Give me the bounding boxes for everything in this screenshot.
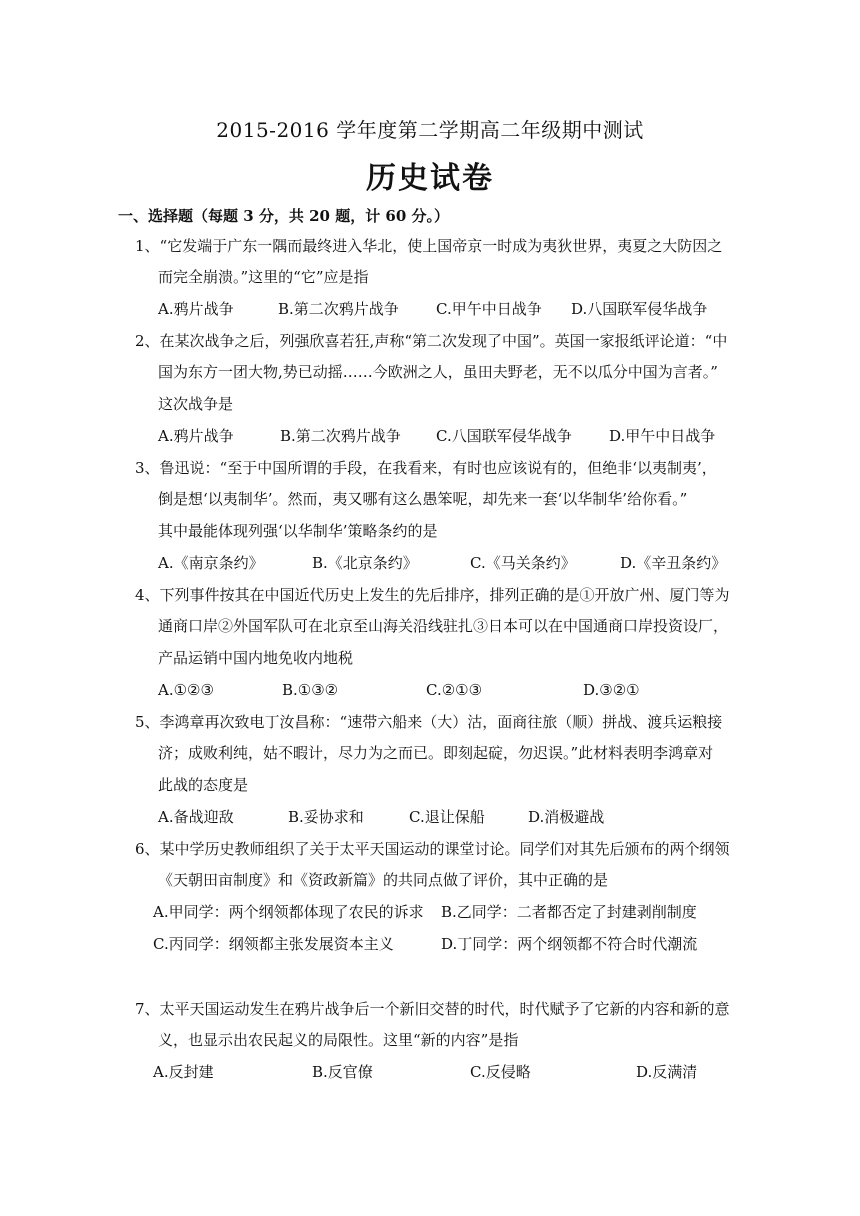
option-b: B.乙同学：二者都否定了封建剥削制度 (441, 903, 697, 921)
option-a: A.甲同学：两个纲领都体现了农民的诉求 (153, 903, 424, 921)
question-text: 5、李鸿章再次致电丁汝昌称：“速带六船来（大）沽，面商往旅（顺）拼战、渡兵运粮接 (135, 713, 723, 731)
question-text: 2、在某次战争之后，列强欣喜若狂,声称“第二次发现了中国”。英国一家报纸评论道：“中 (135, 332, 728, 350)
option-c: C.丙同学：纲领都主张发展资本主义 (153, 935, 394, 953)
option-d: D.甲午中日战争 (609, 427, 716, 445)
option-a: A.反封建 (153, 1063, 214, 1081)
question-text: 国为东方一团大物,势已动摇……今欧洲之人，虽田夫野老，无不以瓜分中国为言者。” (158, 363, 718, 381)
option-a: A.鸦片战争 (158, 300, 234, 318)
question-text: 产品运销中国内地免收内地税 (158, 649, 354, 667)
option-d: D.八国联军侵华战争 (571, 300, 708, 318)
question-text: 其中最能体现列强‘以华制华’策略条约的是 (158, 522, 438, 540)
option-b: B.反官僚 (312, 1063, 373, 1081)
question-text: 1、“它发端于广东一隅而最终进入华北，使上国帝京一时成为夷狄世界，夷夏之大防因之 (135, 237, 723, 255)
option-d: D.《辛丑条约》 (620, 554, 727, 572)
option-b: B.第二次鸦片战争 (280, 427, 401, 445)
option-c: C.②①③ (426, 681, 483, 699)
option-c: C.八国联军侵华战争 (436, 427, 572, 445)
option-a: A.①②③ (158, 681, 214, 699)
question-text: 《天朝田亩制度》和《资政新篇》的共同点做了评价，其中正确的是 (158, 871, 609, 889)
option-c: C.甲午中日战争 (436, 300, 542, 318)
question-text: 4、下列事件按其在中国近代历史上发生的先后排序，排列正确的是①开放广州、厦门等为 (135, 586, 730, 604)
option-d: D.消极避战 (528, 808, 605, 826)
option-a: A.鸦片战争 (158, 427, 234, 445)
option-d: D.丁同学：两个纲领都不符合时代潮流 (441, 935, 698, 953)
option-d: D.反满清 (636, 1063, 698, 1081)
option-a: A.备战迎敌 (158, 808, 234, 826)
option-b: B.《北京条约》 (312, 554, 418, 572)
section-heading: 一、选择题（每题 3 分，共 20 题，计 60 分。） (118, 207, 450, 225)
question-text: 而完全崩溃。”这里的“它”应是指 (158, 268, 369, 286)
question-text: 7、太平天国运动发生在鸦片战争后一个新旧交替的时代，时代赋予了它新的内容和新的意 (135, 1000, 730, 1018)
option-a: A.《南京条约》 (158, 554, 264, 572)
question-text: 此战的态度是 (158, 776, 249, 794)
question-text: 3、鲁迅说：“至于中国所谓的手段，在我看来，有时也应该说有的，但绝非‘以夷制夷’， (135, 459, 717, 477)
exam-subtitle: 2015-2016 学年度第二学期高二年级期中测试 (216, 118, 644, 142)
question-text: 这次战争是 (158, 395, 234, 413)
exam-title: 历史试卷 (366, 161, 494, 196)
question-text: 济；成败利纯，姑不暇计，尽力为之而已。即刻起碇，勿迟误。”此材料表明李鸿章对 (158, 744, 714, 762)
question-text: 倒是想‘以夷制华’。然而，夷又哪有这么愚笨呢，却先来一套‘以华制华’给你看。” (158, 490, 688, 508)
question-text: 通商口岸②外国军队可在北京至山海关沿线驻扎③日本可以在中国通商口岸投资设厂， (158, 617, 729, 635)
option-b: B.第二次鸦片战争 (278, 300, 399, 318)
option-c: C.《马关条约》 (470, 554, 576, 572)
option-d: D.③②① (583, 681, 640, 699)
option-c: C.反侵略 (470, 1063, 531, 1081)
question-text: 义，也显示出农民起义的局限性。这里“新的内容”是指 (158, 1031, 519, 1049)
option-b: B.妥协求和 (288, 808, 364, 826)
option-c: C.退让保船 (409, 808, 485, 826)
option-b: B.①③② (282, 681, 339, 699)
question-text: 6、某中学历史教师组织了关于太平天国运动的课堂讨论。同学们对其先后颁布的两个纲领 (135, 840, 730, 858)
